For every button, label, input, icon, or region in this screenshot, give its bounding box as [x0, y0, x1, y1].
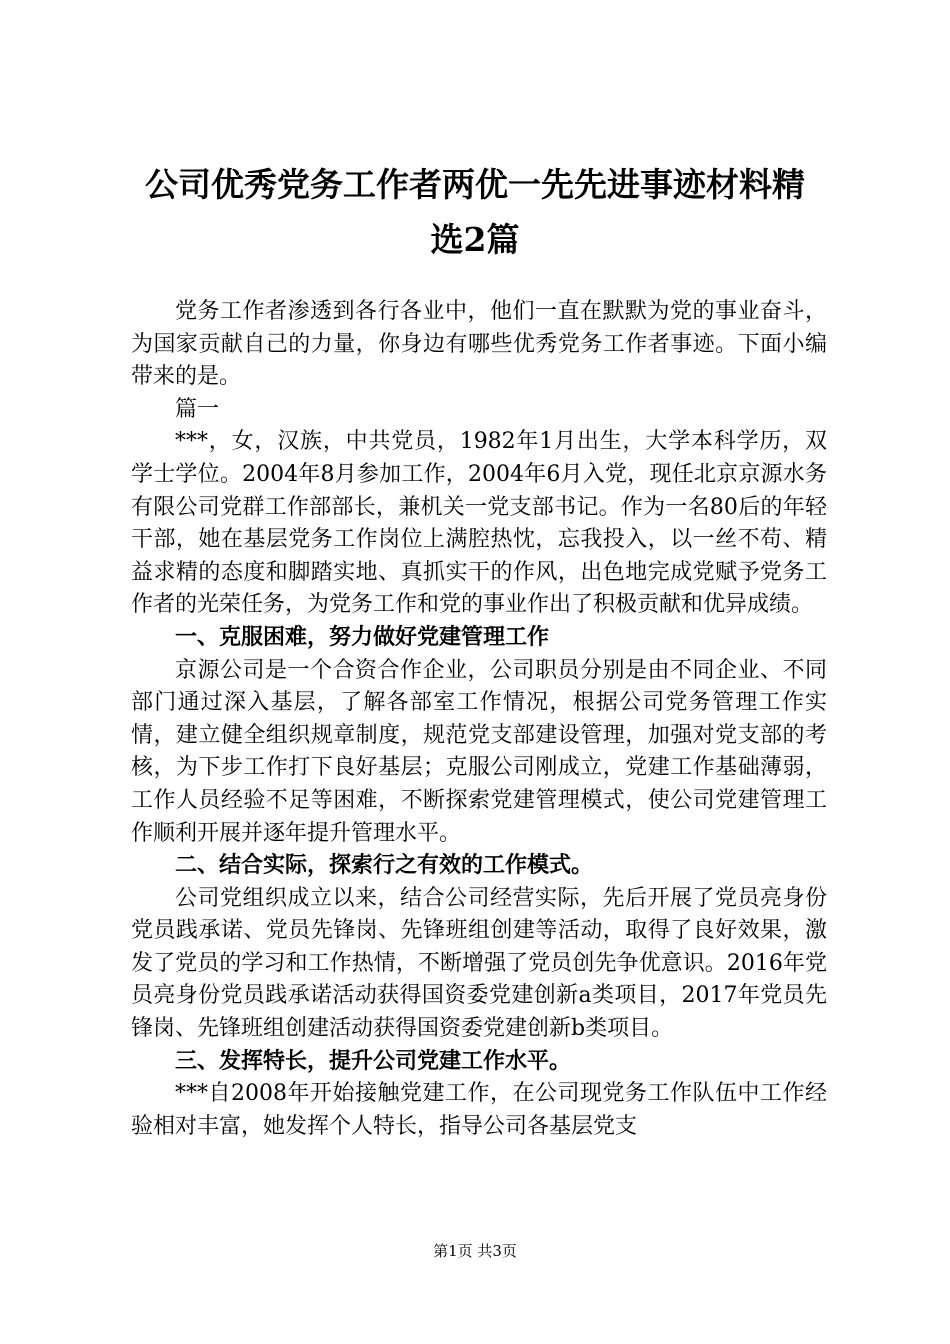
- heading-1: 一、克服困难，努力做好党建管理工作: [175, 624, 550, 650]
- document-title-line-1: 公司优秀党务工作者两优一先先进事迹材料精: [145, 165, 805, 204]
- heading-3: 三、发挥特长，提升公司党建工作水平。: [175, 1048, 572, 1074]
- section-label-part-one: 篇一: [175, 396, 220, 422]
- heading-2: 二、结合实际，探索行之有效的工作模式。: [175, 853, 594, 879]
- page-footer: 第1页 共3页: [433, 1242, 517, 1260]
- paragraph-2: 公司党组织成立以来，结合公司经营实际，先后开展了党员亮身份党员践承诺、党员先锋岗、先锋班组创建等活动，取得了良好效果，激发了党员的学习和工作热情，不断增强了党员创先争优意识。2016年党员亮身份党员践承诺活动获得国资委党建创新a类项目，2017年党员先锋岗、先锋班组创建活动获得国资委党建创新b类项目。: [131, 885, 827, 1042]
- profile-paragraph: ***，女，汉族，中共党员，1982年1月出生，大学本科学历，双学士学位。2004年8月参加工作，2004年6月入党，现任北京京源水务有限公司党群工作部部长，兼机关一党支部书记。作为一名80后的年轻干部，她在基层党务工作岗位上满腔热忱，忘我投入，以一丝不苟、精益求精的态度和脚踏实地、真抓实干的作风，出色地完成党赋予党务工作者的光荣任务，为党务工作和党的事业作出了积极贡献和优异成绩。: [131, 429, 827, 618]
- intro-paragraph: 党务工作者渗透到各行各业中，他们一直在默默为党的事业奋斗，为国家贡献自己的力量，你身边有哪些优秀党务工作者事迹。下面小编带来的是。: [131, 299, 827, 390]
- paragraph-3: ***自2008年开始接触党建工作，在公司现党务工作队伍中工作经验相对丰富，她发挥个人特长，指导公司各基层党支: [131, 1081, 827, 1139]
- document-title-line-2: 选2篇: [430, 220, 520, 259]
- document-body: [131, 296, 827, 1143]
- paragraph-1: 京源公司是一个合资合作企业，公司职员分别是由不同企业、不同部门通过深入基层，了解各部室工作情况，根据公司党务管理工作实情，建立健全组织规章制度，规范党支部建设管理，加强对党支部的考核，为下步工作打下良好基层；克服公司刚成立，党建工作基础薄弱，工作人员经验不足等困难，不断探索党建管理模式，使公司党建管理工作顺利开展并逐年提升管理水平。: [131, 657, 827, 846]
